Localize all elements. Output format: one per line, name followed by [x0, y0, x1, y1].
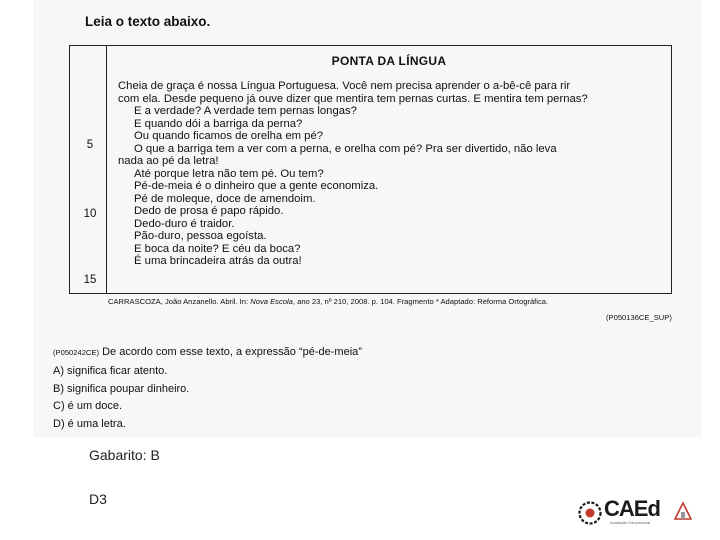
question-stem [53, 346, 362, 358]
poem-line: Até porque letra não tem pé. Ou tem? [134, 167, 324, 180]
question-code: (P050242CE) [53, 348, 100, 357]
poem-line: Pé de moleque, doce de amendoim. [134, 192, 316, 205]
logo-tagline: Avaliação Educacional [610, 520, 651, 525]
source-magazine: Nova Escola [250, 297, 293, 306]
option-d: D) é uma letra. [53, 417, 126, 430]
poem-title: PONTA DA LÍNGUA [331, 54, 447, 68]
poem-line: O que a barriga tem a ver com a perna, e orelha com pé? Pra ser divertido, não leva [134, 142, 557, 155]
logo-building-icon [674, 500, 692, 520]
line-number: 5 [86, 139, 94, 151]
option-c: C) é um doce. [53, 400, 123, 412]
source-details: , ano 23, nº 210, 2008. p. 104. Fragmento * Adaptado: Reforma Ortográfica. [292, 297, 549, 306]
poem-line: E quando dói a barriga da perna? [134, 117, 303, 130]
intro-instruction: Leia o texto abaixo. [85, 14, 211, 29]
option-b: B) significa poupar dinheiro. [53, 382, 190, 395]
source-citation [108, 297, 548, 306]
poem-line: Cheia de graça é nossa Língua Portuguesa. Você nem precisa aprender o a-bê-cê para rir [118, 80, 571, 92]
poem-line: E a verdade? A verdade tem pernas longas? [134, 105, 357, 117]
line-number: 15 [83, 274, 97, 286]
poem-box [69, 45, 672, 294]
poem-line: E boca da noite? E céu da boca? [134, 242, 301, 255]
caed-emblem-icon [578, 501, 602, 525]
poem-line: Pão-duro, pessoa egoísta. [134, 230, 267, 242]
caed-logo [578, 498, 694, 528]
source-author: CARRASCOZA, João Anzanello. Abril. In: [108, 297, 249, 306]
poem-text [118, 80, 666, 268]
poem-line: Dedo-duro é traidor. [134, 217, 235, 230]
poem-line: Pé-de-meia é o dinheiro que a gente economiza. [134, 180, 379, 192]
logo-wordmark: CAEd [604, 496, 660, 521]
scanned-question-image [33, 0, 701, 437]
poem-line: nada ao pé da letra! [118, 155, 219, 167]
answer-key: Gabarito: B [89, 447, 160, 463]
poem-line: É uma brincadeira atrás da outra! [134, 255, 302, 267]
poem-line: Ou quando ficamos de orelha em pé? [134, 130, 324, 142]
option-a: A) significa ficar atento. [53, 365, 168, 377]
question-text: De acordo com esse texto, a expressão “pé-de-meia” [102, 346, 362, 358]
poem-line: Dedo de prosa é papo rápido. [134, 205, 284, 217]
poem-line: com ela. Desde pequeno já ouve dizer que mentira tem pernas curtas. E mentira tem pernas? [118, 92, 588, 105]
answer-options [53, 363, 189, 433]
line-number: 10 [83, 208, 97, 220]
line-number-gutter [106, 46, 107, 293]
text-code: (P050136CE_SUP) [606, 313, 672, 322]
descriptor-label: D3 [89, 491, 107, 507]
